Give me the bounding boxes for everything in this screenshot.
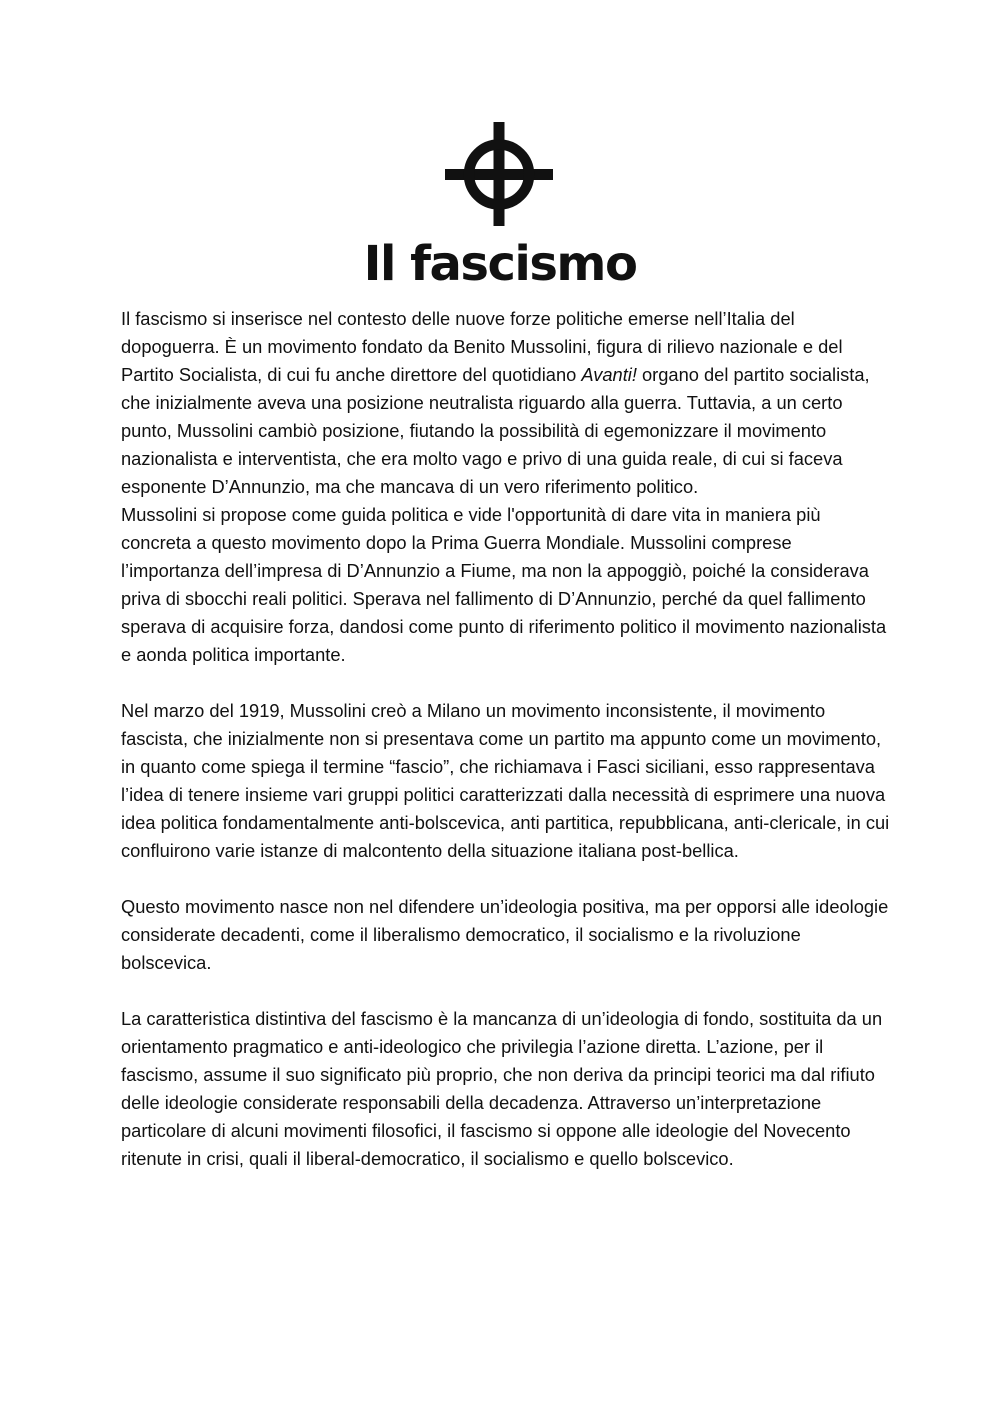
paragraph-3: Nel marzo del 1919, Mussolini creò a Milano un movimento inconsistente, il movimento fascista, che inizialmente non si presentava come un partito ma appunto come un movimento, in quanto come spiega il termine “fascio”, che richiamava i Fasci siciliani, esso rappresentava l’idea di tenere insieme vari gruppi politici caratterizzati dalla necessità di esprimere una nuova idea politica fondamentalmente anti-bolscevica, anti partitica, repubblicana, anti-clericale, in cui confluirono varie istanze di malcontento della situazione italiana post-bellica.: [121, 700, 890, 861]
newspaper-title: Avanti!: [581, 364, 637, 385]
paragraph-spacer: [121, 977, 891, 1005]
page-title: Il fascismo: [363, 236, 637, 292]
article-body: [121, 305, 891, 1173]
paragraph-2: Mussolini si propose come guida politica e vide l'opportunità di dare vita in maniera più concreta a questo movimento dopo la Prima Guerra Mondiale. Mussolini comprese l’importanza dell’impresa di D’Annunzio a Fiume, ma non la appoggiò, poiché la considerava priva di sbocchi reali politici. Sperava nel fallimento di D’Annunzio, perché da quel fallimento sperava di acquisire forza, dandosi come punto di riferimento politico il movimento nazionalista e aonda politica importante.: [121, 504, 887, 665]
paragraph-1: Il fascismo si inserisce nel contesto delle nuove forze politiche emerse nell’Italia del dopoguerra. È un movimento fondato da Benito Mussolini, figura di rilievo nazionale e del Partito Socialista, di cui fu anche direttore del quotidiano Avanti! organo del partito socialista, che inizialmente aveva una posizione neutralista riguardo alla guerra. Tuttavia, a un certo punto, Mussolini cambiò posizione, fiutando la possibilità di egemonizzare il movimento nazionalista e interventista, che era molto vago e privo di una guida reale, di cui si faceva esponente D’Annunzio, ma che mancava di un vero riferimento politico.: [121, 308, 870, 497]
paragraph-spacer: [121, 865, 891, 893]
paragraph-4: Questo movimento nasce non nel difendere un’ideologia positiva, ma per opporsi alle ideologie considerate decadenti, come il liberalismo democratico, il socialismo e la rivoluzione bolscevica.: [121, 896, 889, 973]
paragraph-5: La caratteristica distintiva del fascismo è la mancanza di un’ideologia di fondo, sostituita da un orientamento pragmatico e anti-ideologico che privilegia l’azione diretta. L’azione, per il fascismo, assume il suo significato più proprio, che non deriva da principi teorici ma dal rifiuto delle ideologie considerate responsabili della decadenza. Attraverso un’interpretazione particolare di alcuni movimenti filosofici, il fascismo si oppone alle ideologie del Novecento ritenute in crisi, quali il liberal-democratico, il socialismo e quello bolscevico.: [121, 1008, 883, 1169]
paragraph-spacer: [121, 669, 891, 697]
celtic-cross-icon: [445, 122, 553, 226]
